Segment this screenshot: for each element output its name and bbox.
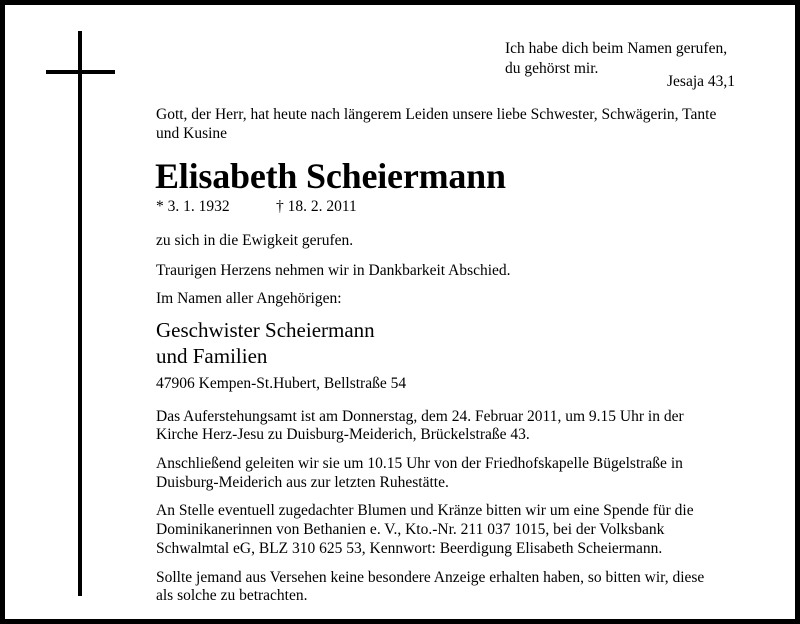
burial-text: Anschließend geleiten wir sie um 10.15 Uhr von der Friedhofskapelle Bügelstraße in [156,455,683,472]
service-text: Das Auferstehungsamt ist am Donnerstag, dem 24. Februar 2011, um 9.15 Uhr in der [156,408,684,425]
donation-text: Dominikanerinnen von Bethanien e. V., Kto.-Nr. 211 037 1015, bei der Volksbank [156,521,665,538]
address: 47906 Kempen-St.Hubert, Bellstraße 54 [156,375,407,392]
farewell-text: Traurigen Herzens nehmen wir in Dankbarkeit Abschied. [156,262,511,279]
donation-text: An Stelle eventuell zugedachter Blumen und Kränze bitten wir um eine Spende für die [156,502,694,519]
notice-text: als solche zu betrachten. [156,587,308,604]
birth-date: * 3. 1. 1932 [156,198,230,215]
donation-text: Schwalmtal eG, BLZ 310 625 53, Kennwort: Beerdigung Elisabeth Scheiermann. [156,540,663,557]
intro-text: Gott, der Herr, hat heute nach längerem Leiden unsere liebe Schwester, Schwägerin, Tante [156,106,717,123]
bible-quote-line: du gehörst mir. [505,60,599,77]
bible-quote-line: Ich habe dich beim Namen gerufen, [505,40,728,57]
signers-line: Geschwister Scheiermann [156,318,375,342]
notice-text: Sollte jemand aus Versehen keine besondere Anzeige erhalten haben, so bitten wir, diese [156,569,705,586]
signers [156,317,375,369]
on-behalf-text: Im Namen aller Angehörigen: [156,290,342,307]
cross-icon-bar [46,70,115,74]
death-date: † 18. 2. 2011 [276,198,357,215]
deceased-name: Elisabeth Scheiermann [155,156,506,196]
burial-text: Duisburg-Meiderich aus zur letzten Ruhestätte. [156,474,449,491]
intro-text: und Kusine [156,125,228,142]
cross-icon [78,31,82,596]
service-text: Kirche Herz-Jesu zu Duisburg-Meiderich, Brückelstraße 43. [156,426,530,443]
signers-line: und Familien [156,344,268,368]
called-text: zu sich in die Ewigkeit gerufen. [156,232,354,249]
bible-quote-source: Jesaja 43,1 [667,73,736,90]
